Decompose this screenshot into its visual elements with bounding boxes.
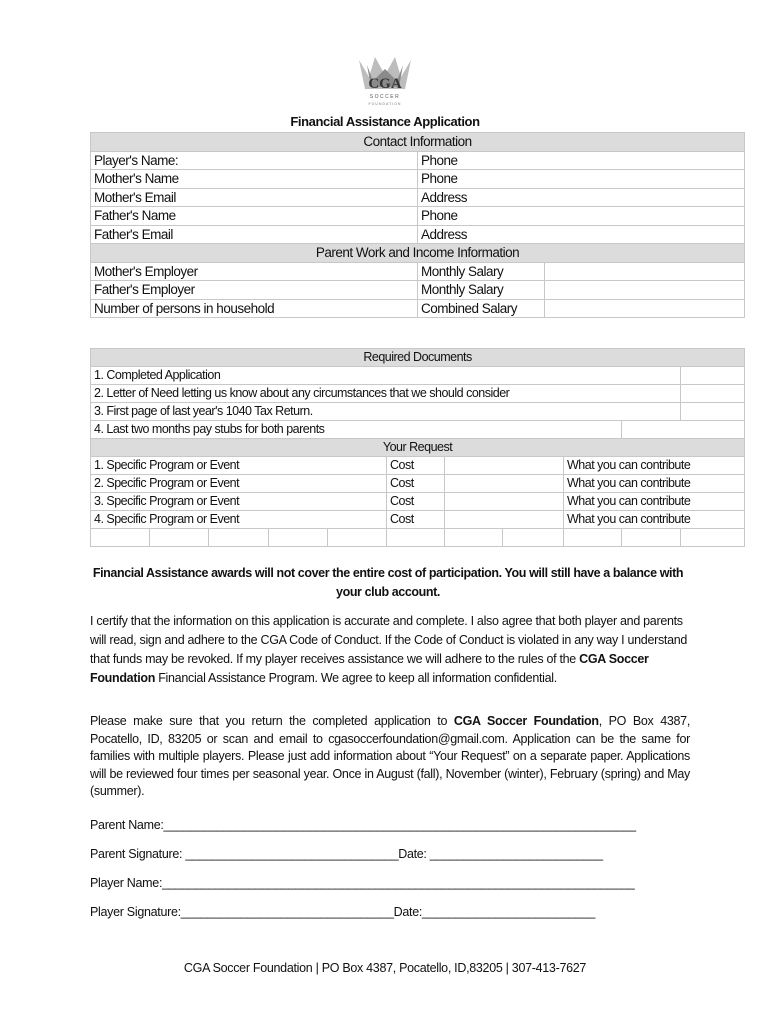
contact-field-label[interactable]: Father's Name xyxy=(91,207,418,226)
parent-signature-line[interactable]: Parent Signature: ________________________________Date: __________________________ xyxy=(90,847,603,861)
blank-cell[interactable] xyxy=(209,529,269,547)
work-field-value[interactable] xyxy=(545,281,745,300)
required-document-item: 1. Completed Application xyxy=(91,367,681,385)
blank-cell[interactable] xyxy=(445,529,503,547)
document-check-cell[interactable] xyxy=(681,385,745,403)
player-signature-line[interactable]: Player Signature:________________________________Date:__________________________ xyxy=(90,905,595,919)
document-check-cell[interactable] xyxy=(622,421,745,439)
work-field-label[interactable]: Monthly Salary xyxy=(418,281,545,300)
required-document-item: 3. First page of last year's 1040 Tax Return. xyxy=(91,403,681,421)
footer-contact: CGA Soccer Foundation | PO Box 4387, Pocatello, ID,83205 | 307-413-7627 xyxy=(183,961,587,975)
blank-cell[interactable] xyxy=(328,529,387,547)
document-check-cell[interactable] xyxy=(681,403,745,421)
blank-cell[interactable] xyxy=(681,529,745,547)
contribute-label[interactable]: What you can contribute xyxy=(564,475,745,493)
table-row xyxy=(91,225,745,244)
cost-label: Cost xyxy=(387,475,445,493)
cost-field[interactable] xyxy=(445,475,564,493)
required-document-item: 2. Letter of Need letting us know about any circumstances that we should consider xyxy=(91,385,681,403)
return-instructions-paragraph: Please make sure that you return the completed application to CGA Soccer Foundation, PO Box 4387, Pocatello, ID, 83205 or scan and email to cgasoccerfoundation@gmail.com. Application can be the same for families with multiple players. Please just add information about “Your Request” on a separate paper. Applications will be reviewed four times per seasonal year. Once in August (fall), November (winter), February (spring) and May (summer). xyxy=(90,714,690,798)
blank-row xyxy=(91,529,745,547)
table-row xyxy=(91,457,745,475)
blank-cell[interactable] xyxy=(150,529,209,547)
contact-field-label[interactable]: Mother's Email xyxy=(91,188,418,207)
table-row xyxy=(91,170,745,189)
contact-field-label[interactable]: Phone xyxy=(418,170,745,189)
request-program-label[interactable]: 2. Specific Program or Event xyxy=(91,475,387,493)
work-field-label[interactable]: Mother's Employer xyxy=(91,262,418,281)
blank-cell[interactable] xyxy=(564,529,622,547)
contact-field-label[interactable]: Mother's Name xyxy=(91,170,418,189)
request-program-label[interactable]: 3. Specific Program or Event xyxy=(91,493,387,511)
work-field-value[interactable] xyxy=(545,262,745,281)
contact-field-label[interactable]: Father's Email xyxy=(91,225,418,244)
document-check-cell[interactable] xyxy=(681,367,745,385)
cga-soccer-foundation-logo xyxy=(355,55,415,110)
cost-field[interactable] xyxy=(445,493,564,511)
work-field-label[interactable]: Father's Employer xyxy=(91,281,418,300)
contact-field-label[interactable]: Player's Name: xyxy=(91,151,418,170)
work-field-label[interactable]: Combined Salary xyxy=(418,299,545,318)
svg-text:SOCCER: SOCCER xyxy=(369,94,401,100)
table-row xyxy=(91,421,745,439)
svg-text:CGA: CGA xyxy=(368,76,402,92)
contact-section-header-row xyxy=(91,133,745,152)
player-name-line[interactable]: Player Name:_______________________________________________________________________ xyxy=(90,876,635,890)
contact-table xyxy=(90,132,745,318)
your-request-header: Your Request xyxy=(91,439,745,457)
table-row xyxy=(91,385,745,403)
certification-paragraph: I certify that the information on this application is accurate and complete. I also agree that both player and parents will read, sign and adhere to the CGA Code of Conduct. If the Code of Conduct is violated in any way I understand that funds may be revoked. If my player receives assistance we will adhere to the rules of the CGA Soccer Foundation Financial Assistance Program. We agree to keep all information confidential. xyxy=(90,614,688,685)
blank-cell[interactable] xyxy=(622,529,681,547)
parent-name-line[interactable]: Parent Name:_______________________________________________________________________ xyxy=(90,818,636,832)
request-program-label[interactable]: 4. Specific Program or Event xyxy=(91,511,387,529)
table-row xyxy=(91,151,745,170)
cost-label: Cost xyxy=(387,493,445,511)
cost-field[interactable] xyxy=(445,511,564,529)
contribute-label[interactable]: What you can contribute xyxy=(564,493,745,511)
cost-field[interactable] xyxy=(445,457,564,475)
svg-text:FOUNDATION: FOUNDATION xyxy=(368,102,402,106)
table-row xyxy=(91,403,745,421)
table-row xyxy=(91,493,745,511)
request-program-label[interactable]: 1. Specific Program or Event xyxy=(91,457,387,475)
work-field-label[interactable]: Number of persons in household xyxy=(91,299,418,318)
required-document-item: 4. Last two months pay stubs for both parents xyxy=(91,421,622,439)
work-field-value[interactable] xyxy=(545,299,745,318)
blank-cell[interactable] xyxy=(91,529,150,547)
cost-label: Cost xyxy=(387,511,445,529)
award-notice: Financial Assistance awards will not cover the entire cost of participation. You will still have a balance with your club account. xyxy=(92,566,684,599)
contact-field-label[interactable]: Address xyxy=(418,225,745,244)
required-documents-header-row xyxy=(91,349,745,367)
table-row xyxy=(91,511,745,529)
required-documents-header: Required Documents xyxy=(91,349,745,367)
work-field-label[interactable]: Monthly Salary xyxy=(418,262,545,281)
cost-label: Cost xyxy=(387,457,445,475)
form-title: Financial Assistance Application xyxy=(290,114,480,129)
blank-cell[interactable] xyxy=(269,529,328,547)
table-row xyxy=(91,188,745,207)
contribute-label[interactable]: What you can contribute xyxy=(564,457,745,475)
table-row xyxy=(91,475,745,493)
contact-field-label[interactable]: Address xyxy=(418,188,745,207)
table-row xyxy=(91,299,745,318)
work-section-header-row xyxy=(91,244,745,263)
documents-request-table xyxy=(90,348,745,547)
table-row xyxy=(91,367,745,385)
contact-field-label[interactable]: Phone xyxy=(418,151,745,170)
your-request-header-row xyxy=(91,439,745,457)
table-row xyxy=(91,207,745,226)
blank-cell[interactable] xyxy=(387,529,445,547)
table-row xyxy=(91,281,745,300)
contribute-label[interactable]: What you can contribute xyxy=(564,511,745,529)
contact-section-header: Contact Information xyxy=(91,133,745,152)
table-row xyxy=(91,262,745,281)
blank-cell[interactable] xyxy=(503,529,564,547)
contact-field-label[interactable]: Phone xyxy=(418,207,745,226)
work-section-header: Parent Work and Income Information xyxy=(91,244,745,263)
